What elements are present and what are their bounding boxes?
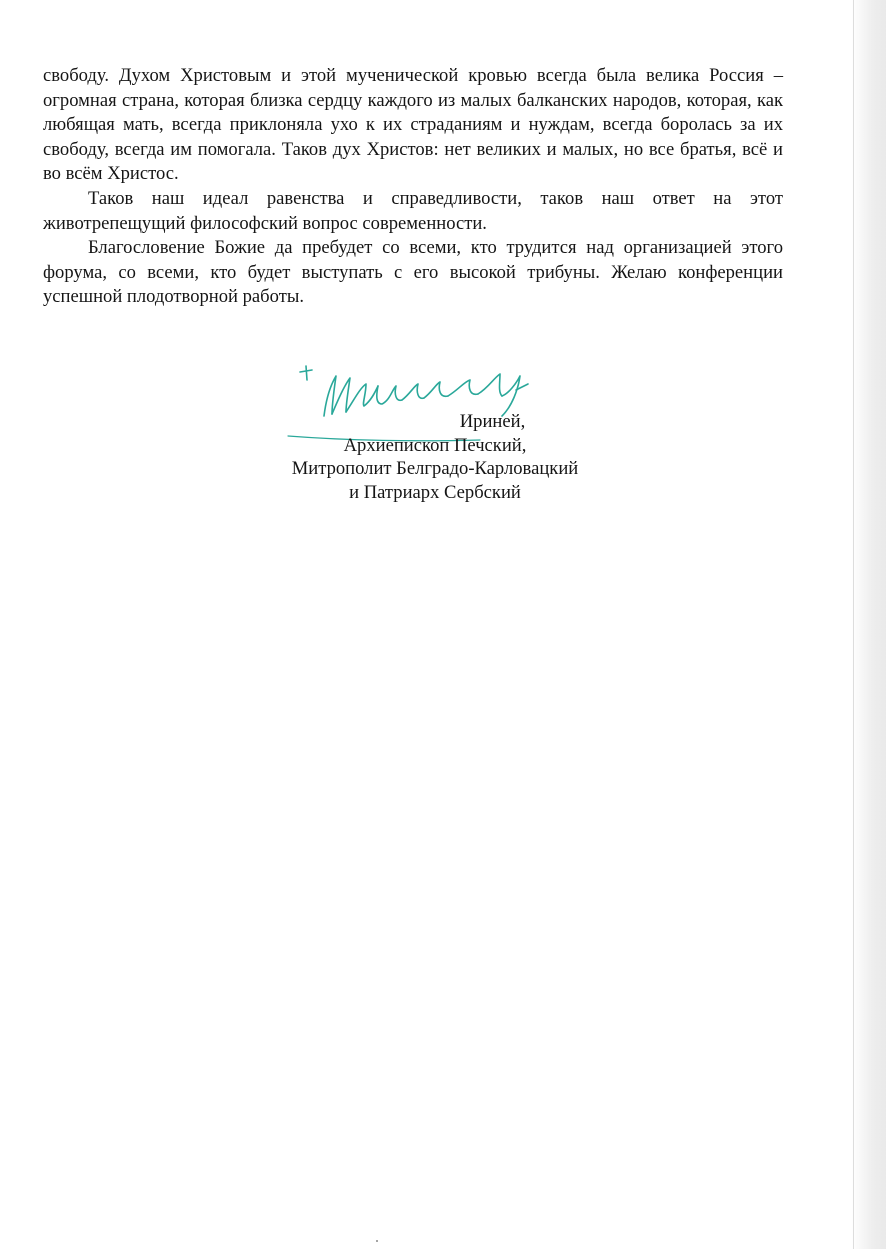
paragraph-2: Таков наш идеал равенства и справедливости, таков наш ответ на этот животрепещущий философский вопрос современности.: [43, 187, 783, 234]
scan-edge-line: [853, 0, 854, 1249]
signatory-title-archbishop: Архиепископ Печский,: [343, 434, 527, 456]
scan-speck: [376, 1240, 378, 1242]
letter-body: [43, 64, 783, 310]
signatory-name: Ириней,: [459, 411, 526, 432]
paragraph-3: Благословение Божие да пребудет со всеми, кто трудится над организацией этого форума, со всеми, кто будет выступать с его высокой трибуны. Желаю конференции успешной плодотворной работы.: [43, 237, 783, 308]
scan-edge-shadow: [852, 0, 886, 1249]
signatory-title-patriarch: и Патриарх Сербский: [349, 481, 521, 503]
paragraph-1: свободу. Духом Христовым и этой мученической кровью всегда была велика Россия – огромная страна, которая близка сердцу каждого из малых балканских народов, которая, как любящая мать, всегда приклоняла ухо к их страданиям и нуждам, всегда боролась за их свободу, всегда им помогала. Таков дух Христов: нет великих и малых, но все братья, всё и во всём Христос.: [43, 65, 783, 185]
signature-block: [270, 410, 600, 504]
signatory-title-metropolitan: Митрополит Белградо-Карловацкий: [291, 458, 579, 479]
